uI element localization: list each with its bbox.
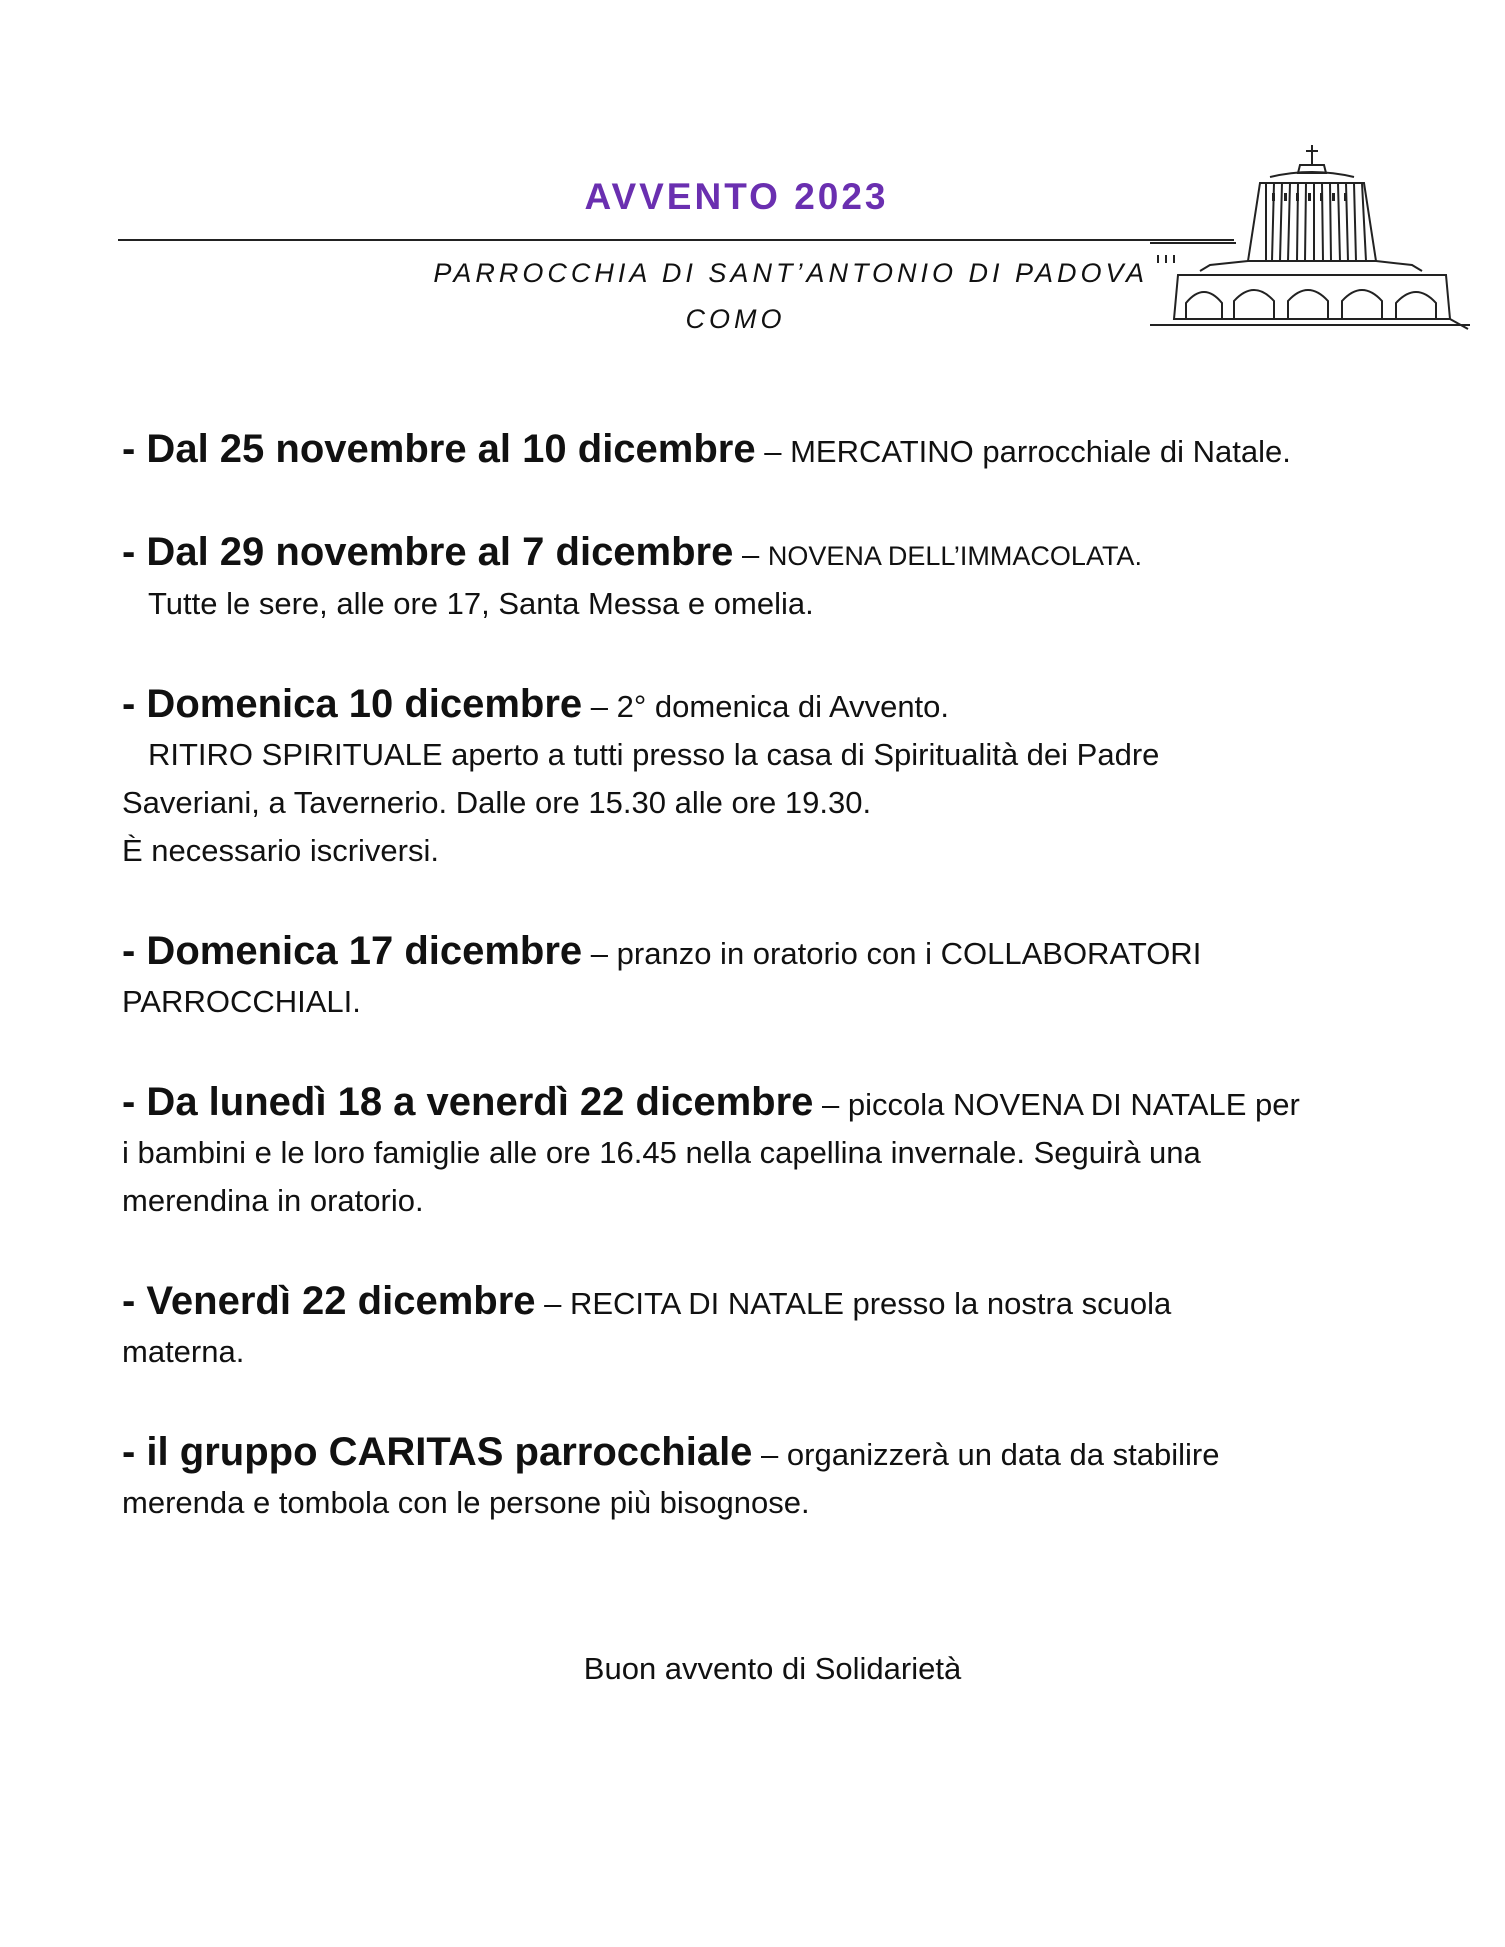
event-detail: È necessario iscriversi.	[122, 833, 439, 868]
event-detail: merendina in oratorio.	[122, 1183, 424, 1218]
event-detail: Saveriani, a Tavernerio. Dalle ore 15.30 alle ore 19.30.	[122, 785, 872, 820]
event-item	[122, 1078, 1422, 1225]
event-item	[122, 1277, 1422, 1376]
event-separator: –	[582, 936, 617, 971]
parish-city: COMO	[685, 304, 786, 334]
event-detail: merenda e tombola con le persone più bisognose.	[122, 1485, 810, 1520]
event-text: organizzerà un data da stabilire	[786, 1437, 1220, 1472]
event-date: - Da lunedì 18 a venerdì 22 dicembre	[122, 1080, 814, 1124]
event-separator: –	[535, 1286, 570, 1321]
event-separator: –	[733, 537, 768, 572]
event-text: 2° domenica di Avvento.	[616, 689, 950, 724]
event-item	[122, 425, 1422, 476]
event-text: piccola NOVENA DI NATALE per	[847, 1087, 1300, 1122]
event-detail: Tutte le sere, alle ore 17, Santa Messa e omelia.	[148, 586, 814, 621]
event-item	[122, 1428, 1422, 1527]
header-rule	[118, 239, 1234, 241]
event-date: - Venerdì 22 dicembre	[122, 1279, 536, 1323]
event-text: NOVENA DELL’IMMACOLATA.	[767, 541, 1142, 571]
closing-message: Buon avvento di Solidarietà	[583, 1651, 962, 1686]
page-title: AVVENTO 2023	[584, 176, 889, 217]
event-text: MERCATINO parrocchiale di Natale.	[790, 434, 1291, 469]
event-detail: PARROCCHIALI.	[122, 984, 361, 1019]
event-separator: –	[582, 689, 617, 724]
event-date: - Domenica 17 dicembre	[122, 929, 583, 973]
event-item	[122, 927, 1422, 1026]
event-separator: –	[813, 1087, 848, 1122]
event-detail: i bambini e le loro famiglie alle ore 16.45 nella capellina invernale. Seguirà una	[122, 1135, 1201, 1170]
event-date: - Domenica 10 dicembre	[122, 682, 583, 726]
event-separator: –	[752, 1437, 787, 1472]
event-text: RECITA DI NATALE presso la nostra scuola	[569, 1286, 1172, 1321]
event-item	[122, 680, 1422, 875]
event-detail: RITIRO SPIRITUALE aperto a tutti presso la casa di Spiritualità dei Padre	[148, 737, 1160, 772]
event-text: pranzo in oratorio con i COLLABORATORI	[616, 936, 1202, 971]
event-item	[122, 528, 1422, 628]
event-separator: –	[755, 434, 791, 469]
event-detail: materna.	[122, 1334, 245, 1369]
church-drawing-icon	[1150, 143, 1470, 333]
events-list	[122, 425, 1422, 1579]
event-date: - Dal 25 novembre al 10 dicembre	[122, 427, 756, 471]
event-date: - Dal 29 novembre al 7 dicembre	[122, 530, 734, 574]
event-date: - il gruppo CARITAS parrocchiale	[122, 1430, 753, 1474]
parish-name: PARROCCHIA DI SANT’ANTONIO DI PADOVA	[433, 258, 1148, 288]
